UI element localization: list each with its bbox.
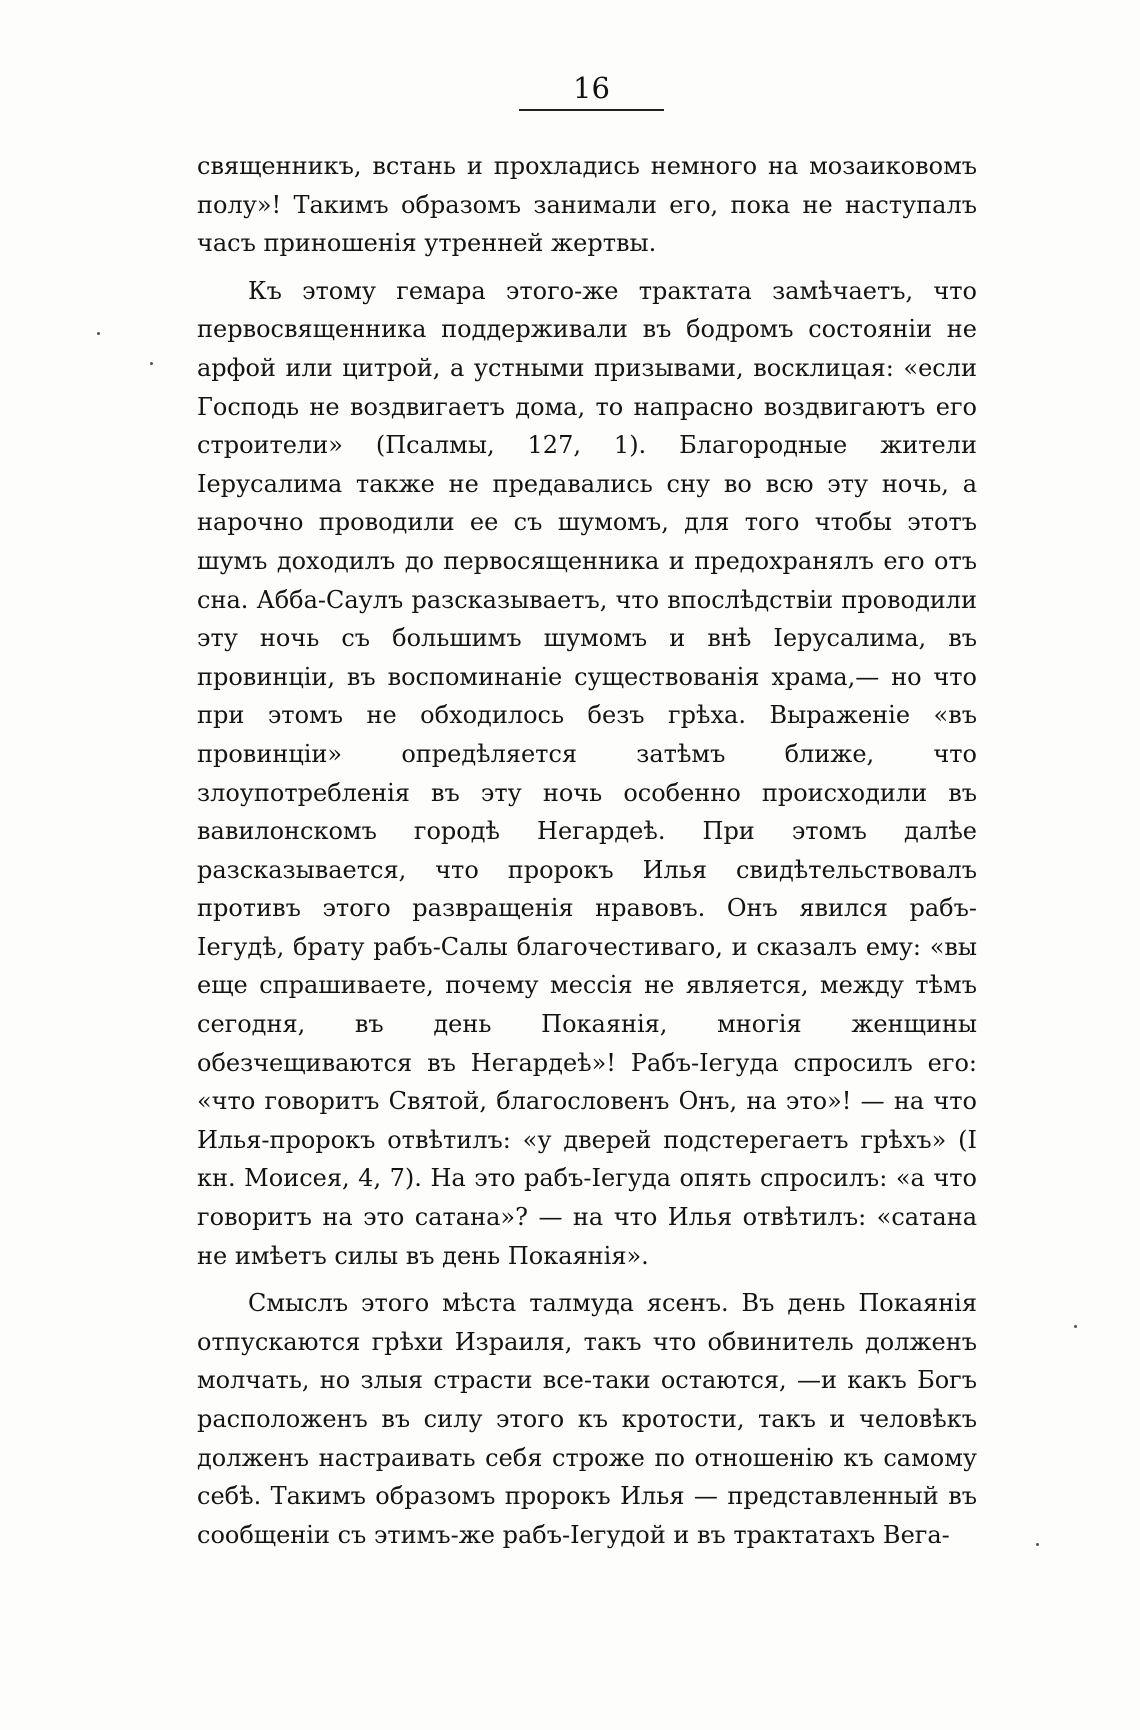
print-speck — [1036, 1543, 1039, 1546]
body-text — [197, 147, 977, 1554]
paragraph-continuation: священникъ, встань и прохладись немного на мозаиковомъ полу»! Такимъ образомъ занимали его, пока не наступалъ часъ приношенія утренней жертвы. — [197, 152, 977, 258]
print-speck — [97, 332, 100, 335]
paragraph: Смыслъ этого мѣста талмуда ясенъ. Въ день Покаянія отпускаются грѣхи Израиля, такъ что обвинитель долженъ молчать, но злыя страсти все-таки остаются, —и какъ Богъ расположенъ въ силу этого къ кротости, такъ и человѣкъ долженъ настраивать себя строже по отношенію къ самому себѣ. Такимъ образомъ пророкъ Илья — представленный въ сообщеніи съ этимъ-же рабъ-Іегудой и въ трактатахъ Вега- — [197, 1289, 977, 1549]
header-rule — [519, 109, 664, 111]
print-speck — [1074, 1325, 1077, 1328]
page-number: 16 — [573, 71, 610, 105]
print-speck — [150, 362, 153, 365]
paragraph: Къ этому гемара этого-же трактата замѣчаетъ, что первосвященника поддерживали въ бодромъ состояніи не арфой или цитрой, а устными призывами, восклицая: «если Господь не воздвигаетъ дома, то напрасно воздвигаютъ его строители» (Псалмы, 127, 1). Благородные жители Іерусалима также не предавались сну во всю эту ночь, а нарочно проводили ее съ шумомъ, для того чтобы этотъ шумъ доходилъ до первосященника и предохранялъ его отъ сна. Абба-Саулъ разсказываетъ, что впослѣдствіи проводили эту ночь съ большимъ шумомъ и внѣ Іерусалима, въ провинціи, въ воспоминаніе существованія храма,— но что при этомъ не обходилось безъ грѣха. Выраженіе «въ провинціи» опредѣляется затѣмъ ближе, что злоупотребленія въ эту ночь особенно происходили въ вавилонскомъ городѣ Негардеѣ. При этомъ далѣе разсказывается, что пророкъ Илья свидѣтельствовалъ противъ этого развращенія нравовъ. Онъ явился рабъ-Іегудѣ, брату рабъ-Салы благочестиваго, и сказалъ ему: «вы еще спрашиваете, почему мессія не является, между тѣмъ сегодня, въ день Покаянія, многія женщины обезчещиваются въ Негардеѣ»! Рабъ-Іегуда спросилъ его: «что говоритъ Святой, благословенъ Онъ, на это»! — на что Илья-пророкъ отвѣтилъ: «у дверей подстерегаетъ грѣхъ» (I кн. Моисея, 4, 7). На это рабъ-Іегуда опять спросилъ: «а что говоритъ на это сатана»? — на что Илья отвѣтилъ: «сатана не имѣетъ силы въ день Покаянія». — [197, 276, 977, 1270]
